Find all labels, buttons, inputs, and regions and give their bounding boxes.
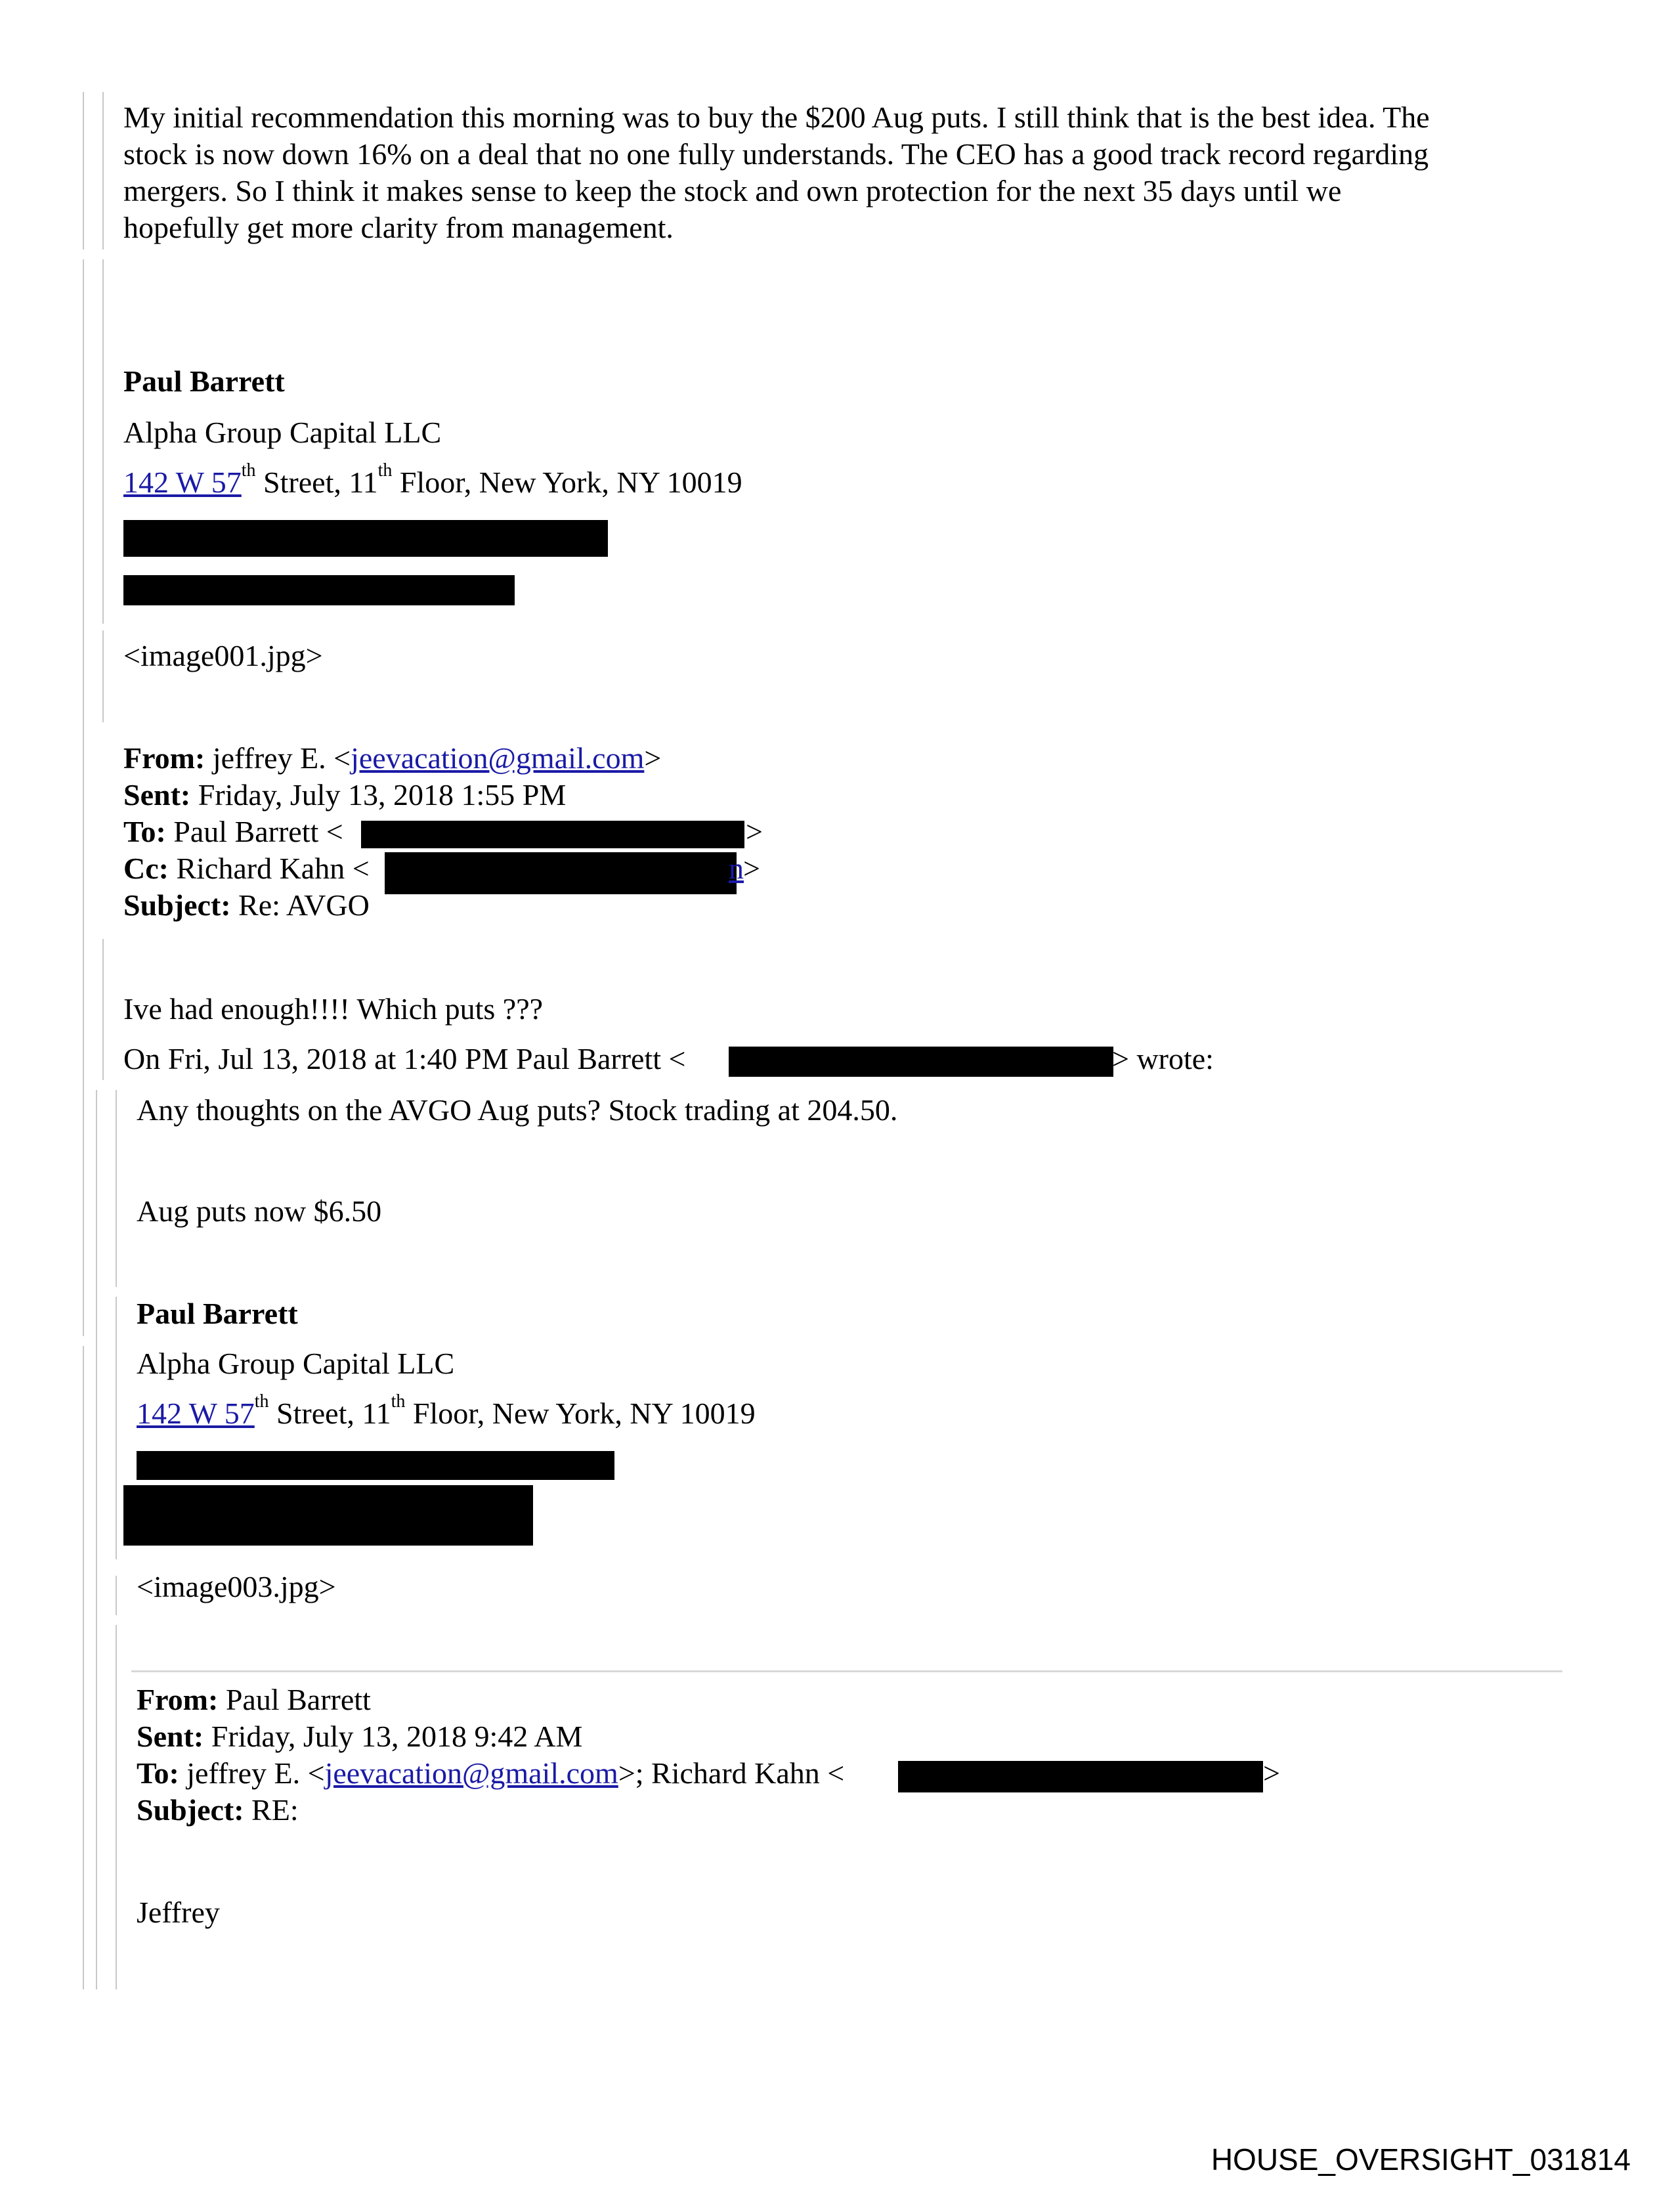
header-from [123,739,661,777]
quote-bar [96,1090,97,1989]
attachment-placeholder: <image001.jpg> [123,639,323,672]
header-label: Subject: [137,1793,244,1827]
redaction-box [123,520,608,557]
address-text: Floor, New York, NY 10019 [405,1397,756,1430]
quote-intro-suffix: > wrote: [1112,1042,1214,1075]
header-sent [137,1718,582,1756]
body-line: mergers. So I think it makes sense to keep the stock and own protection for the next 35 days until we [123,174,1342,207]
address-link[interactable]: 142 W 57 [123,466,242,499]
signature-name: Paul Barrett [137,1297,298,1330]
quote-bar [83,259,84,1336]
header-value: Paul Barrett [218,1683,371,1716]
redaction-box [898,1761,1263,1792]
header-value: jeffrey E. < [179,1756,325,1790]
header-value: Re: AVGO [230,888,370,922]
header-value: jeffrey E. < [205,741,351,775]
quote-bar [116,1625,117,1989]
address-superscript: th [254,1391,269,1412]
address-link[interactable]: 142 W 57 [137,1397,255,1430]
header-close: > [743,852,760,885]
body-line: stock is now down 16% on a deal that no one fully understands. The CEO has a good track record regarding [123,137,1429,171]
header-cc [123,850,370,888]
redaction-box [729,1047,1113,1077]
header-close: > [746,815,763,848]
document-id: HOUSE_OVERSIGHT_031814 [1211,2142,1631,2177]
address-superscript: th [377,460,393,481]
header-label: Cc: [123,852,169,885]
quote-bar [83,92,84,249]
header-to [123,813,343,851]
address-text: Street, 11 [268,1397,391,1430]
greeting: Jeffrey [137,1896,220,1929]
address-text: Street, 11 [255,466,378,499]
header-sent [123,776,566,814]
signature-address [137,1391,756,1433]
quote-bar [116,1297,117,1559]
header-value: Friday, July 13, 2018 1:55 PM [190,778,567,812]
header-value: >; Richard Kahn < [618,1756,845,1790]
header-value: Richard Kahn < [168,852,370,885]
quote-intro-prefix: On Fri, Jul 13, 2018 at 1:40 PM Paul Barrett < [123,1042,686,1075]
reply-message: Ive had enough!!!! Which puts ??? [123,992,544,1026]
email-link[interactable]: jeevacation@gmail.com [351,741,645,775]
signature-address [123,460,742,502]
email-link[interactable]: jeevacation@gmail.com [324,1756,618,1790]
header-label: Sent: [123,778,191,812]
address-text: Floor, New York, NY 10019 [392,466,742,499]
header-label: To: [123,815,166,848]
header-value: > [644,741,662,775]
body-line: My initial recommendation this morning was to buy the $200 Aug puts. I still think that is the best idea. The [123,100,1430,134]
header-label: To: [137,1756,179,1790]
address-superscript: th [391,1391,406,1412]
quote-bar [102,92,104,249]
redaction-box [361,821,744,848]
attachment-placeholder: <image003.jpg> [137,1570,336,1603]
quote-bar [83,1346,84,1989]
header-label: Sent: [137,1720,204,1753]
email-link-fragment[interactable]: n [729,852,744,885]
body-line: hopefully get more clarity from management. [123,211,674,244]
quote-bar [102,630,104,722]
header-from [137,1681,371,1719]
quote-bar [116,1090,117,1287]
signature-company: Alpha Group Capital LLC [123,416,442,449]
header-label: From: [137,1683,219,1716]
redaction-box [385,852,737,894]
signature-name: Paul Barrett [123,364,285,398]
address-superscript: th [241,460,256,481]
header-value: Friday, July 13, 2018 9:42 AM [204,1720,583,1753]
signature-company: Alpha Group Capital LLC [137,1347,455,1380]
header-subject [137,1791,299,1829]
redaction-box [123,1485,533,1546]
quote-bar [102,1041,104,1080]
header-subject [123,886,370,924]
quote-bar [102,259,104,624]
redaction-box [123,575,515,605]
quoted-line: Aug puts now $6.50 [137,1194,382,1228]
quote-bar [116,1576,117,1615]
header-to [137,1754,844,1792]
header-close: > [1263,1756,1280,1790]
redaction-box [137,1451,614,1480]
header-label: Subject: [123,888,231,922]
header-value: Paul Barrett < [165,815,343,848]
message-separator [131,1670,1562,1672]
quoted-line: Any thoughts on the AVGO Aug puts? Stock trading at 204.50. [137,1093,898,1127]
header-value: RE: [244,1793,299,1827]
header-label: From: [123,741,205,775]
